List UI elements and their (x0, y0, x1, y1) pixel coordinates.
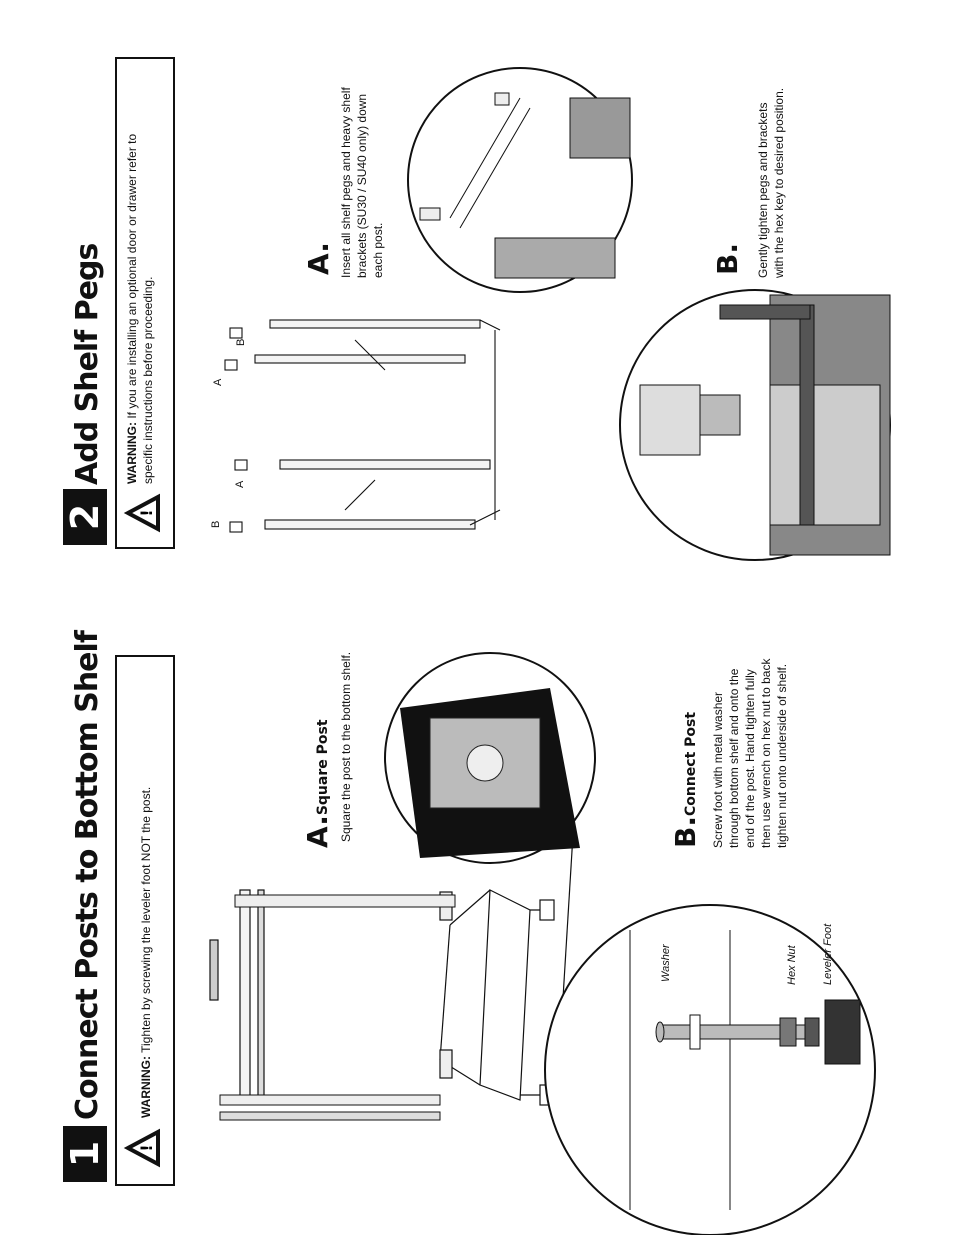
step2-b-letter: B. (711, 243, 744, 275)
step1-a-text: Square the post to the bottom shelf. (339, 651, 353, 842)
step2-a-text (338, 87, 386, 278)
step2-b-text (755, 88, 787, 278)
washer-label: Washer (660, 944, 672, 982)
post-label-b: B (235, 338, 247, 346)
step1-number: 1 (63, 1126, 107, 1182)
step2-a-letter: A. (302, 242, 335, 275)
step2-a-line: Insert all shelf pegs and heavy shelf (339, 87, 353, 278)
step1-a-letter: A.Square Post (301, 719, 334, 848)
step1-b-line: end of the post. Hand tighten fully (743, 669, 757, 848)
leveler-foot-label: Leveler Foot (822, 923, 834, 985)
warning-icon (122, 1128, 162, 1168)
post-illustration-top (235, 890, 465, 920)
step1-b-line: then use wrench on hex nut to back (759, 658, 773, 848)
warning-icon (122, 493, 162, 533)
step2-a-line: brackets (SU30 / SU40 only) down (355, 93, 369, 278)
step2-a-line: each post. (371, 222, 385, 278)
svg-text:!: ! (137, 1144, 156, 1152)
post-label-a: A (234, 480, 246, 488)
step1-b-letter: B.Connect Post (669, 711, 702, 848)
square-post-detail-circle (380, 648, 600, 868)
step1-b-text (710, 659, 790, 848)
svg-text:!: ! (137, 509, 156, 517)
step2-b-line: Gently tighten pegs and brackets (756, 102, 770, 278)
step2-number: 2 (63, 489, 107, 545)
post-illustration-left (220, 1090, 440, 1130)
step2-warning-text: WARNING: If you are installing an optional door or drawer refer to specific instructions before proceeding. (125, 133, 155, 484)
post-label-b: B (210, 520, 222, 528)
step1-b-line: through bottom shelf and onto the (727, 668, 741, 848)
step2-b-line: with the hex key to desired position. (772, 87, 786, 278)
shelf-pegs-posts-illustration (205, 300, 525, 560)
shelf-pegs-detail-circle (400, 68, 640, 298)
step1-b-line: Screw foot with metal washer (711, 691, 725, 848)
step1-warning-text: WARNING: Tighten by screwing the leveler foot NOT the post. (139, 786, 153, 1118)
step1-title: Connect Posts to Bottom Shelf (70, 631, 105, 1120)
hex-nut-label: Hex Nut (786, 945, 798, 985)
step2-title: Add Shelf Pegs (70, 243, 105, 485)
post-label-a: A (212, 378, 224, 386)
hex-key-detail-circle (620, 285, 880, 565)
step1-b-line: tighten nut onto underside of shelf. (775, 663, 789, 848)
